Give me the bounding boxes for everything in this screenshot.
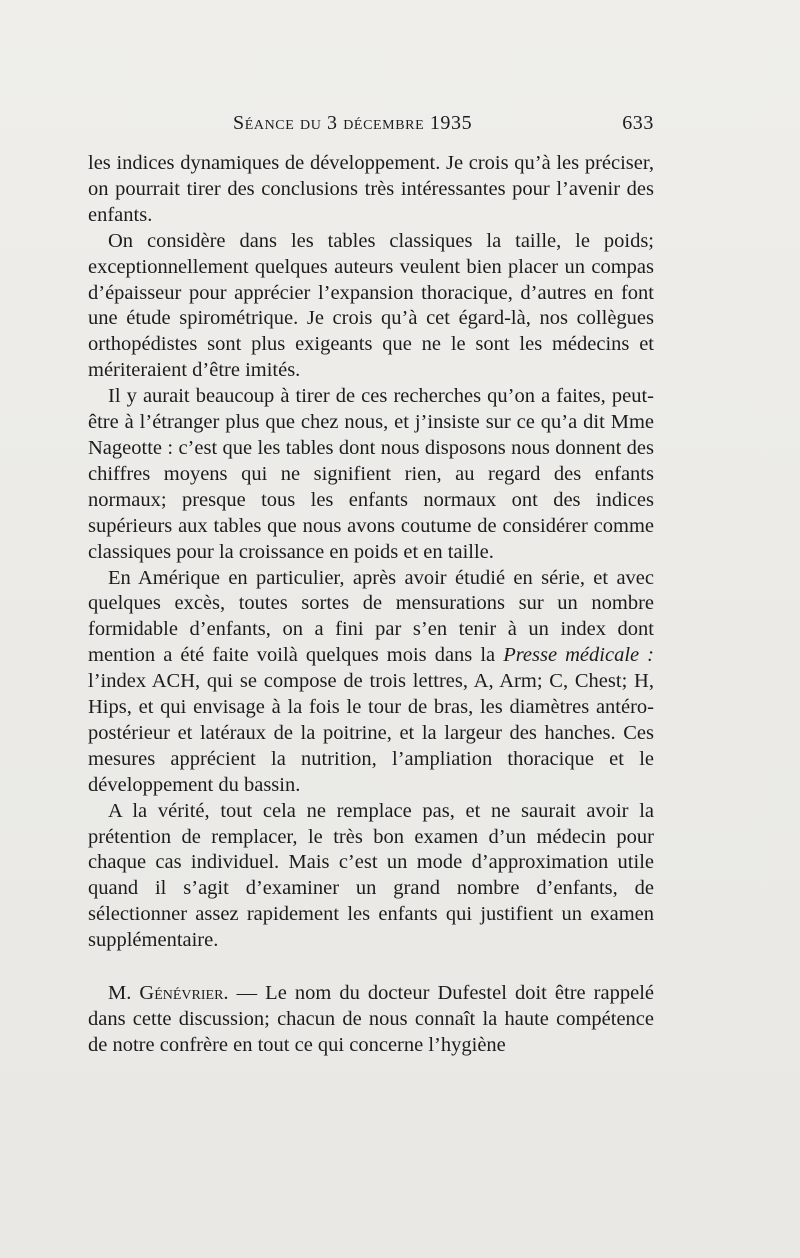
running-title: Séance du 3 décembre 1935 [233, 112, 473, 134]
paragraph-amerique-start: En Amérique en particulier, après avoir étudié en série, et avec quelques excès, toutes sortes de mensurations sur un nombre formidable d’enfants, on a fini par s’en tenir à un index dont mention a été faite voilà quelques mois dans la [88, 566, 654, 667]
paragraph-recherches: Il y aurait beaucoup à tirer de ces recherches qu’on a faites, peut-être à l’étranger plus que chez nous, et j’insiste sur ce qu’a dit Mme Nageotte : c’est que les tables dont nous disposons nous donnent des chiffres moyens qui ne signifient rien, au regard des enfants normaux; presque tous les enfants normaux ont des indices supérieurs aux tables que nous avons coutume de considérer comme classiques pour la croissance en poids et en taille. [88, 385, 654, 563]
speaker-name: M. Génévrier. [108, 982, 229, 1005]
running-header [88, 112, 654, 142]
intervention-text: — Le nom du docteur Dufestel doit être rappelé dans cette discussion; chacun de nous connaît la haute compétence de notre confrère en tout ce qui concerne l’hygiène [88, 982, 655, 1056]
paragraph-tables-classiques: On considère dans les tables classiques la taille, le poids; exceptionnellement quelques auteurs veulent bien placer un compas d’épaisseur pour apprécier l’expansion thoracique, d’autres en font une étude spirométrique. Je crois qu’à cet égard-là, nos collègues orthopédistes sont plus exigeants que ne le sont les médecins et mériteraient d’être imités. [88, 229, 654, 382]
body-text [88, 151, 654, 1059]
paragraph-amerique-end: l’index ACH, qui se compose de trois lettres, A, Arm; C, Chest; H, Hips, et qui envisage à la fois le tour de bras, les diamètres antéro-postérieur et latéraux de la poitrine, et la largeur des hanches. Ces mesures apprécient la nutrition, l’ampliation thoracique et le développement du bassin. [88, 670, 654, 796]
paragraph-amerique [88, 566, 654, 799]
paragraph-continuation: les indices dynamiques de développement. Je crois qu’à les préciser, on pourrait tirer des conclusions très intéressantes pour l’avenir des enfants. [88, 152, 654, 226]
paragraph-intervention [88, 981, 654, 1059]
journal-title: Presse médicale : [503, 644, 655, 667]
page-number: 633 [622, 112, 654, 134]
paragraph-verite: A la vérité, tout cela ne remplace pas, et ne saurait avoir la prétention de remplacer, le très bon examen d’un médecin pour chaque cas individuel. Mais c’est un mode d’approximation utile quand il s’agit d’examiner un grand nombre d’enfants, de sélectionner assez rapidement les enfants qui justifient un examen supplémentaire. [88, 799, 654, 952]
